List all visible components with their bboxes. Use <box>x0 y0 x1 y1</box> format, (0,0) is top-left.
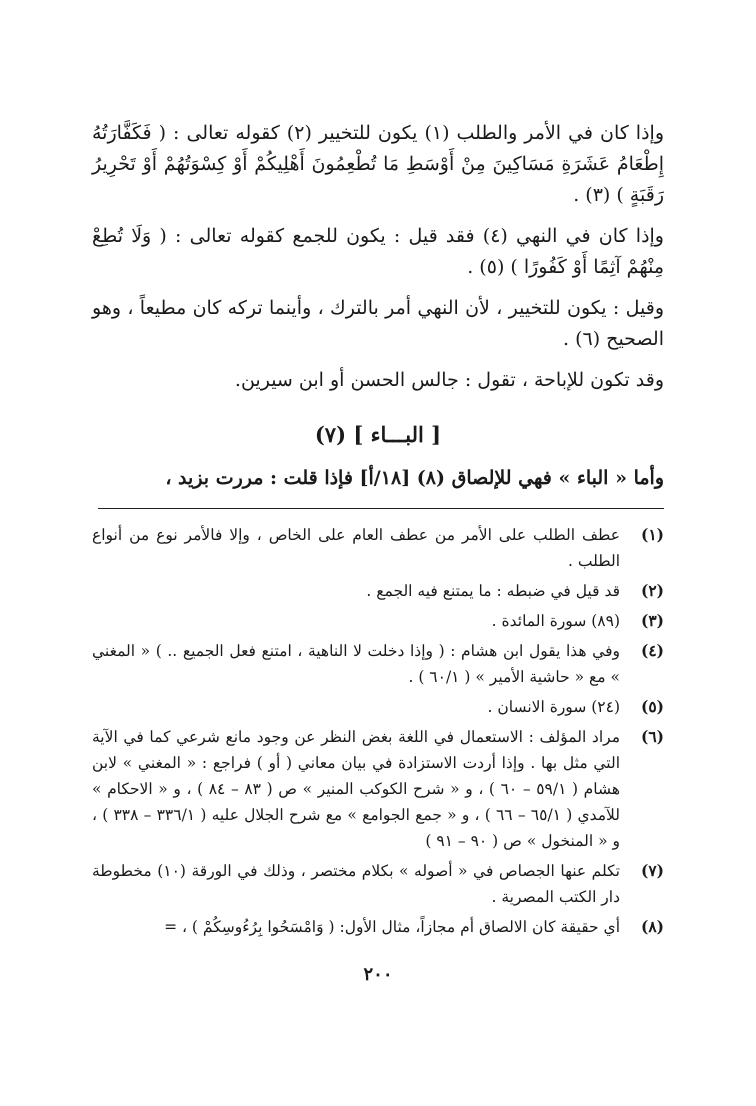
main-text <box>92 118 664 493</box>
footnote-item <box>92 858 664 910</box>
footnote-item <box>92 694 664 720</box>
footnote-number: (٨) <box>640 917 664 936</box>
paragraph-ba-ilsaq: وأما « الباء » فهي للإلصاق (٨) [١٨/أ] فإذا قلت : مررت بزيد ، <box>165 467 664 489</box>
footnote-item <box>92 578 664 604</box>
footnote-item <box>92 638 664 690</box>
footnote-text: تكلم عنها الجصاص في « أصوله » بكلام مختصر ، وذلك في الورقة (١٠) مخطوطة دار الكتب المصرية . <box>92 862 620 906</box>
paragraph-command-choice: وإذا كان في الأمر والطلب (١) يكون للتخيير (٢) كقوله تعالى : ( فَكَفَّارَتُهُ إِطْعَامُ عَشَرَةِ مَسَاكِينَ مِنْ أَوْسَطِ مَا تُطْعِمُونَ أَهْلِيكُمْ أَوْ كِسْوَتُهُمْ أَوْ تَحْرِيرُ رَقَبَةٍ ) (٣) . <box>92 122 664 206</box>
footnote-item <box>92 608 664 634</box>
footnote-number: (٦) <box>640 727 664 746</box>
footnote-text: مراد المؤلف : الاستعمال في اللغة بغض النظر عن وجود مانع شرعي كما في الآية التي مثل بها . وإذا أردت الاستزادة في بيان معاني ( أو ) فراجع : « المغني » لابن هشام ( ٥٩/١ – ٦٠ ) ، و « شرح الكوكب المنير » ص ( ٨٣ – ٨٤ ) ، و « الاحكام » للآمدي ( ٦٥/١ – ٦٦ ) ، و « جمع الجوامع » مع شرح الجلال عليه ( ٣٣٦/١ – ٣٣٨ ) ، و « المنخول » ص ( ٩٠ – ٩١ ) <box>92 728 620 850</box>
footnote-item <box>92 724 664 854</box>
footnotes <box>92 522 664 944</box>
footnote-number: (١) <box>640 525 664 544</box>
footnote-divider <box>98 508 664 509</box>
footnote-text: وفي هذا يقول ابن هشام : ( وإذا دخلت لا الناهية ، امتنع فعل الجميع .. ) « المغني » مع « حاشية الأمير » ( ٦٠/١ ) . <box>92 642 620 686</box>
footnote-text: (٢٤) سورة الانسان . <box>487 698 620 716</box>
footnote-item <box>92 522 664 574</box>
footnote-text: (٨٩) سورة المائدة . <box>491 612 620 630</box>
section-heading-ba: [ البـــاء ] (٧) <box>314 422 442 447</box>
page-number: ٢٠٠ <box>363 964 393 985</box>
footnote-text: قد قيل في ضبطه : ما يمتنع فيه الجمع . <box>366 582 620 600</box>
paragraph-permission: وقد تكون للإباحة ، تقول : جالس الحسن أو ابن سيرين. <box>234 369 664 391</box>
footnote-text: عطف الطلب على الأمر من عطف العام على الخاص ، وإلا فالأمر نوع من أنواع الطلب . <box>92 526 620 570</box>
footnote-number: (٣) <box>640 611 664 630</box>
paragraph-choice-correct: وقيل : يكون للتخيير ، لأن النهي أمر بالترك ، وأينما تركه كان مطيعاً ، وهو الصحيح (٦) . <box>92 297 664 350</box>
footnote-number: (٤) <box>640 641 664 660</box>
paragraph-prohibition: وإذا كان في النهي (٤) فقد قيل : يكون للجمع كقوله تعالى : ( وَلَا تُطِعْ مِنْهُمْ آثِمًا أَوْ كَفُورًا ) (٥) . <box>92 225 664 278</box>
footnote-item <box>92 914 664 940</box>
footnote-number: (٧) <box>640 861 664 880</box>
footnote-number: (٥) <box>640 697 664 716</box>
footnote-text: أي حقيقة كان الالصاق أم مجازاً، مثال الأول: ( وَامْسَحُوا بِرُءُوسِكُمْ ) ، = <box>164 918 620 936</box>
footnote-number: (٢) <box>640 581 664 600</box>
